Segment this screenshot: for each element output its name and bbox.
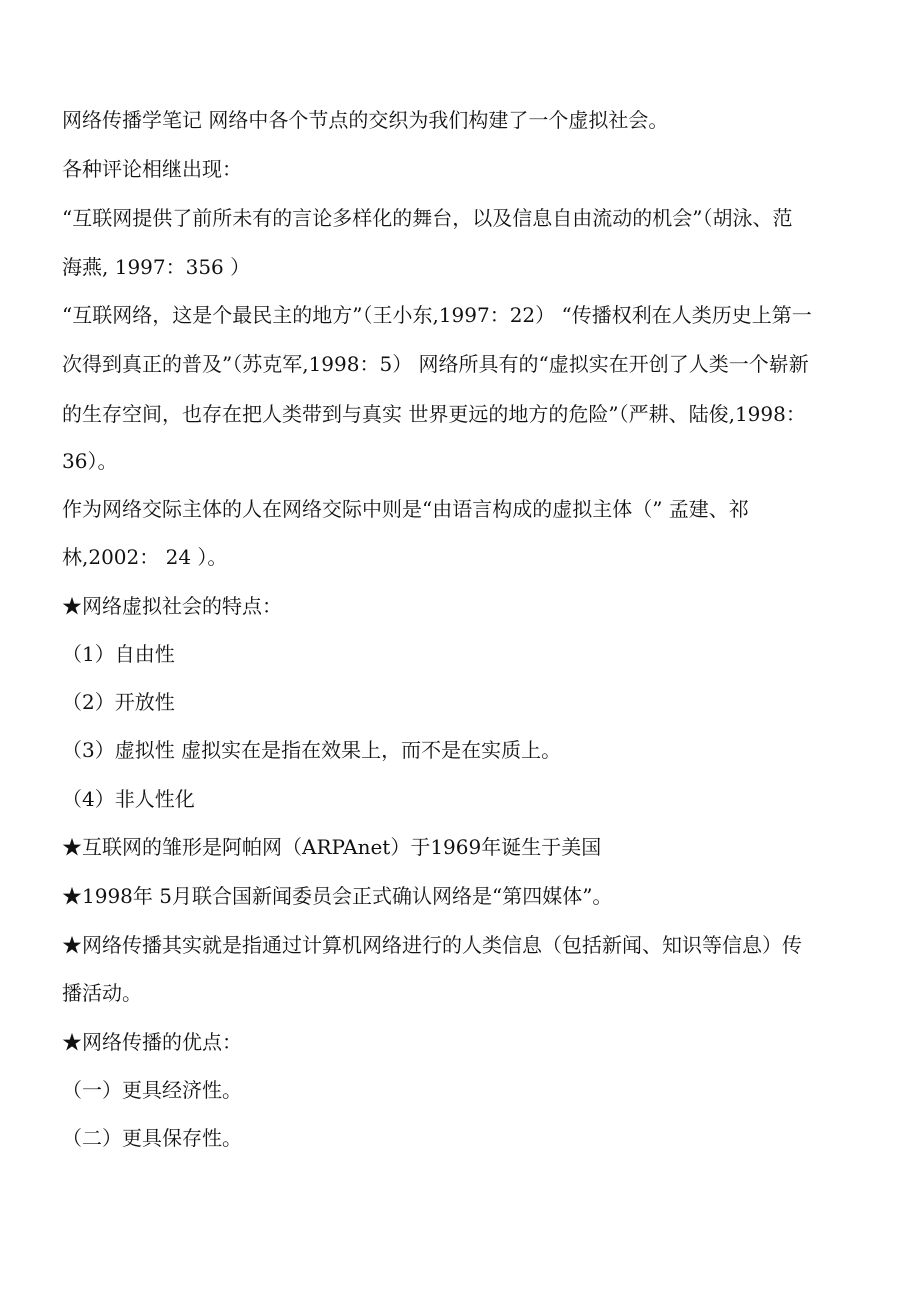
section-heading: ★网络传播其实就是指通过计算机网络进行的人类信息（包括新闻、知识等信息）传 [62,933,802,957]
list-item: （2）开放性 [62,690,175,714]
text-line: 次得到真正的普及”（苏克军,1998：5） 网络所具有的“虚拟实在开创了人类一个崭新 [62,352,809,376]
section-heading: ★互联网的雏形是阿帕网（ARPAnet）于1969年诞生于美国 [62,835,602,859]
text-line: 的生存空间，也存在把人类带到与真实 世界更远的地方的危险”（严耕、陆俊,1998： [62,402,806,426]
text-line: 36）。 [62,449,118,473]
list-item: （二）更具保存性。 [62,1126,242,1150]
text-line: 播活动。 [62,981,142,1005]
text-line: 作为网络交际主体的人在网络交际中则是“由语言构成的虚拟主体（” 孟建、祁 [62,497,749,521]
text-line: “互联网提供了前所未有的言论多样化的舞台，以及信息自由流动的机会”（胡泳、范 [62,206,793,230]
text-line: 网络传播学笔记 网络中各个节点的交织为我们构建了一个虚拟社会。 [62,108,669,132]
text-line: 林,2002： 24 ）。 [62,545,228,569]
section-heading: ★1998年 5月联合国新闻委员会正式确认网络是“第四媒体”。 [62,884,613,908]
list-item: （1）自由性 [62,642,175,666]
list-item: （4）非人性化 [62,787,195,811]
section-heading: ★网络虚拟社会的特点： [62,594,282,618]
section-heading: ★网络传播的优点： [62,1030,242,1054]
text-line: 各种评论相继出现： [62,157,242,181]
text-line: 海燕, 1997：356 ） [62,255,251,279]
list-item: （3）虚拟性 虚拟实在是指在效果上，而不是在实质上。 [62,738,562,762]
text-line: “互联网络，这是个最民主的地方”（王小东,1997：22） “传播权利在人类历史上第一 [62,303,812,327]
list-item: （一）更具经济性。 [62,1078,242,1102]
